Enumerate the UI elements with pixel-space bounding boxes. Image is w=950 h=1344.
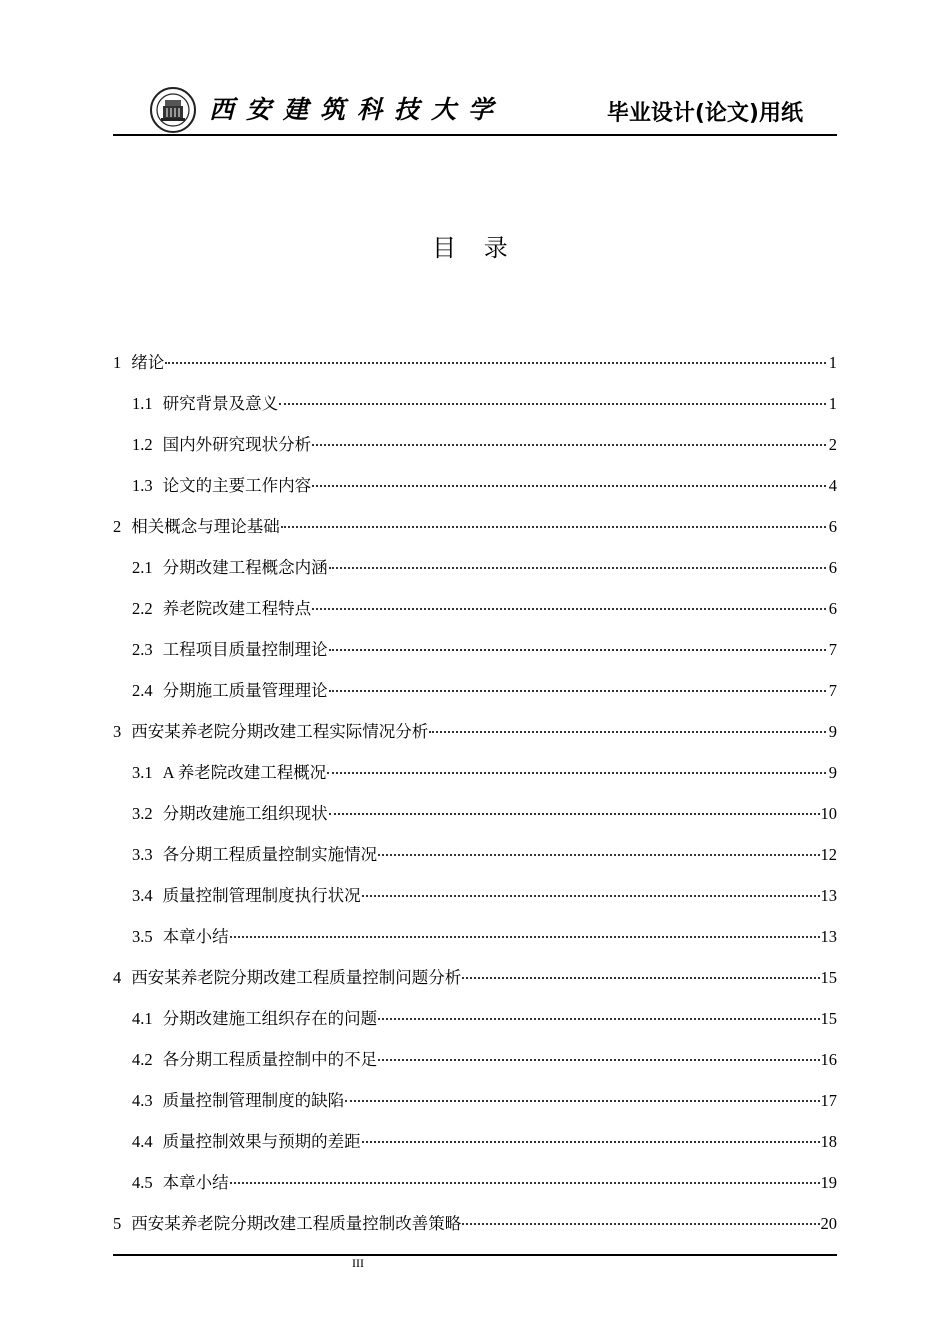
toc-entry[interactable] — [113, 342, 837, 383]
page-header — [113, 84, 837, 134]
toc-entry[interactable] — [113, 1162, 837, 1203]
toc-entry-page: 20 — [820, 1214, 837, 1233]
toc-dot-leader — [230, 936, 820, 938]
toc-entry-number: 2.1 — [132, 558, 153, 577]
toc-entry-page: 18 — [820, 1132, 837, 1151]
toc-entry-number: 4.5 — [132, 1173, 153, 1192]
toc-dot-leader — [281, 526, 826, 528]
toc-entry[interactable] — [113, 506, 837, 547]
toc-entry[interactable] — [113, 1121, 837, 1162]
toc-dot-leader — [312, 485, 826, 487]
toc-entry-page: 6 — [828, 558, 837, 577]
toc-entry-number: 4.1 — [132, 1009, 153, 1028]
toc-dot-leader — [165, 362, 826, 364]
toc-entry-number: 2.4 — [132, 681, 153, 700]
toc-entry-page: 13 — [820, 927, 837, 946]
toc-entry-number: 4 — [113, 968, 122, 987]
toc-dot-leader — [279, 403, 826, 405]
toc-dot-leader — [312, 444, 826, 446]
toc-entry[interactable] — [113, 752, 837, 793]
paper-label: 毕业设计(论文)用纸 — [606, 101, 803, 126]
toc-entry-title: 分期改建施工组织现状 — [162, 804, 328, 823]
toc-entry-title: 西安某养老院分期改建工程质量控制问题分析 — [131, 968, 462, 987]
toc-entry[interactable] — [113, 875, 837, 916]
toc-entry-page: 2 — [828, 435, 837, 454]
toc-entry-number: 3.4 — [132, 886, 153, 905]
toc-entry-title: 质量控制管理制度执行状况 — [162, 886, 361, 905]
toc-entry-title: 养老院改建工程特点 — [162, 599, 312, 618]
toc-entry-title: 西安某养老院分期改建工程质量控制改善策略 — [131, 1214, 462, 1233]
toc-entry-page: 13 — [820, 886, 837, 905]
toc-dot-leader — [378, 1059, 819, 1061]
toc-dot-leader — [329, 649, 826, 651]
toc-entry-title: A 养老院改建工程概况 — [162, 763, 327, 782]
toc-entry-number: 2.2 — [132, 599, 153, 618]
toc-dot-leader — [230, 1182, 820, 1184]
toc-entry[interactable] — [113, 1080, 837, 1121]
toc-entry-title: 研究背景及意义 — [162, 394, 279, 413]
header-rule — [113, 134, 837, 136]
toc-entry-number: 4.3 — [132, 1091, 153, 1110]
toc-entry-title: 本章小结 — [162, 927, 229, 946]
toc-entry-number: 1 — [113, 353, 122, 372]
toc-entry[interactable] — [113, 1203, 837, 1244]
toc-entry-page: 9 — [828, 722, 837, 741]
toc-entry-title: 各分期工程质量控制中的不足 — [162, 1050, 378, 1069]
toc-entry-page: 6 — [828, 599, 837, 618]
toc-dot-leader — [429, 731, 826, 733]
page-number: III — [352, 1256, 364, 1270]
toc-entry[interactable] — [113, 547, 837, 588]
toc-entry-title: 质量控制管理制度的缺陷 — [162, 1091, 345, 1110]
toc-entry-page: 1 — [828, 394, 837, 413]
toc-entry-page: 12 — [820, 845, 837, 864]
toc-entry-page: 7 — [828, 640, 837, 659]
toc-entry-number: 4.2 — [132, 1050, 153, 1069]
toc-entry-page: 15 — [820, 1009, 837, 1028]
toc-entry[interactable] — [113, 957, 837, 998]
toc-dot-leader — [462, 977, 819, 979]
toc-entry-page: 9 — [828, 763, 837, 782]
toc-entry-page: 15 — [820, 968, 837, 987]
toc-entry[interactable] — [113, 834, 837, 875]
toc-entry-number: 3.5 — [132, 927, 153, 946]
toc-dot-leader — [327, 772, 826, 774]
toc-entry[interactable] — [113, 465, 837, 506]
toc-entry-number: 1.3 — [132, 476, 153, 495]
toc-dot-leader — [329, 690, 826, 692]
toc-title: 目 录 — [432, 234, 518, 262]
toc-entry[interactable] — [113, 916, 837, 957]
toc-dot-leader — [462, 1223, 819, 1225]
toc-entry[interactable] — [113, 588, 837, 629]
toc-entry[interactable] — [113, 1039, 837, 1080]
toc-entry-title: 本章小结 — [162, 1173, 229, 1192]
footer-rule — [113, 1254, 837, 1256]
toc-entry-title: 绪论 — [131, 353, 165, 372]
toc-entry-number: 5 — [113, 1214, 122, 1233]
toc-entry-number: 2 — [113, 517, 122, 536]
toc-entry-number: 3.2 — [132, 804, 153, 823]
toc-entry-page: 10 — [820, 804, 837, 823]
toc-entry[interactable] — [113, 711, 837, 752]
toc-entry-number: 4.4 — [132, 1132, 153, 1151]
toc-entry-page: 17 — [820, 1091, 837, 1110]
toc-dot-leader — [378, 854, 819, 856]
toc-dot-leader — [362, 895, 820, 897]
toc-dot-leader — [329, 567, 826, 569]
toc-entry-title: 工程项目质量控制理论 — [162, 640, 328, 659]
toc-entry[interactable] — [113, 629, 837, 670]
toc-dot-leader — [378, 1018, 819, 1020]
toc-dot-leader — [362, 1141, 820, 1143]
toc-entry-number: 3 — [113, 722, 122, 741]
toc-dot-leader — [345, 1100, 819, 1102]
toc-dot-leader — [329, 813, 820, 815]
toc-entry-title: 质量控制效果与预期的差距 — [162, 1132, 361, 1151]
toc-entry[interactable] — [113, 424, 837, 465]
toc-entry-page: 4 — [828, 476, 837, 495]
toc-entry-number: 1.1 — [132, 394, 153, 413]
toc-entry-title: 各分期工程质量控制实施情况 — [162, 845, 378, 864]
toc-entry-title: 西安某养老院分期改建工程实际情况分析 — [131, 722, 429, 741]
toc-entry-title: 分期改建施工组织存在的问题 — [162, 1009, 378, 1028]
toc-entry-number: 2.3 — [132, 640, 153, 659]
toc-entry-page: 6 — [828, 517, 837, 536]
toc-entry-page: 7 — [828, 681, 837, 700]
toc-entry[interactable] — [113, 670, 837, 711]
toc-entry[interactable] — [113, 793, 837, 834]
toc-entry-title: 分期施工质量管理理论 — [162, 681, 328, 700]
toc-entry[interactable] — [113, 383, 837, 424]
university-emblem-icon — [149, 86, 197, 134]
toc-entry-number: 3.3 — [132, 845, 153, 864]
toc-entry[interactable] — [113, 998, 837, 1039]
university-name: 西安建筑科技大学 — [209, 95, 506, 124]
toc-entry-page: 16 — [820, 1050, 837, 1069]
toc-entry-title: 论文的主要工作内容 — [162, 476, 312, 495]
toc-entry-page: 1 — [828, 353, 837, 372]
toc-entry-title: 分期改建工程概念内涵 — [162, 558, 328, 577]
toc-dot-leader — [312, 608, 826, 610]
toc-entry-number: 3.1 — [132, 763, 153, 782]
toc-entry-page: 19 — [820, 1173, 837, 1192]
toc-entry-title: 相关概念与理论基础 — [131, 517, 280, 536]
toc-entry-title: 国内外研究现状分析 — [162, 435, 312, 454]
table-of-contents — [113, 342, 837, 1244]
toc-entry-number: 1.2 — [132, 435, 153, 454]
